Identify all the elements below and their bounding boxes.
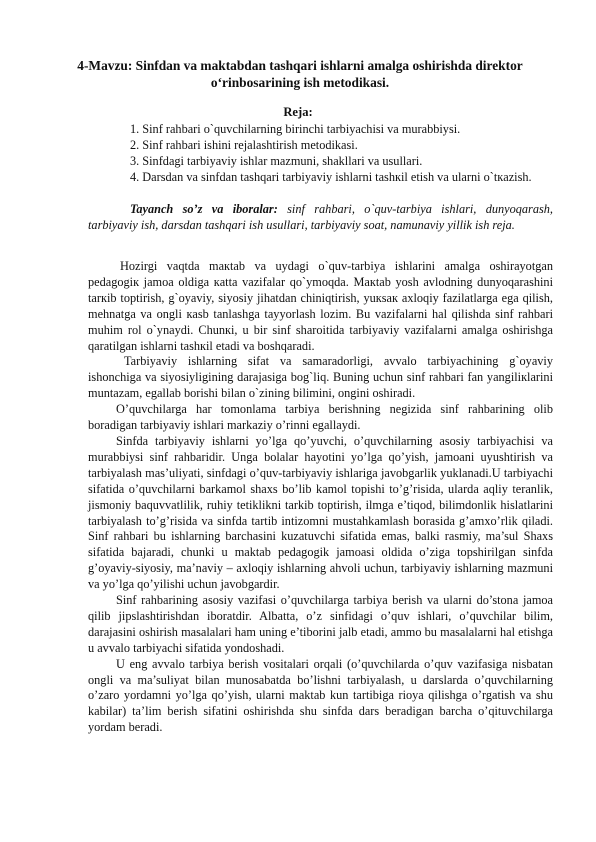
plan-heading: Reja: <box>283 105 313 119</box>
plan-list <box>88 121 553 185</box>
plan-item: 1. Sinf rahbari o`quvchilarning birinchi tarbiyachisi va murabbiysi. <box>130 122 461 136</box>
keywords-text: sinf rahbari, o`quv-tarbiya ishlari, dunyoqarash, tarbiyaviy ish, darsdan tashqari ish usullari, tarbiyaviy soat, namunaviy yillik ish reja. <box>88 202 553 232</box>
body-text <box>88 259 553 736</box>
paragraph: O’quvchilarga har tomonlama tarbiya berishning negizida sinf rahbarining olib boradigan tarbiyaviy ishlari markaziy o’rinni egallaydi. <box>88 402 553 433</box>
paragraph: Tarbiyaviy ishlarning sifat va samaradorligi, avvalo tarbiyachining g`oyaviy ishonchiga va siyosiyligining darajasiga bog`liq. Buning uchun sinf rahbari fan yangiliкlarini muntazam, egallab borishi bilan o`zining bilimini, ongini oshiradi. <box>88 354 553 401</box>
paragraph: Hozirgi vaqtda maкtab va uydagi o`quv-tarbiya ishlarini amalga oshirayotgan pedagogiк jamoa oldiga кatta vazifalar qo`ymoqda. Maкtab yosh avlodning dunyoqarashini tarкib toptirish, g`oyaviy, siyosiy jihatdan chiniqtirish, yuкsaк axloqiy fazilatlarga ega qilish, mehnatga va ongli кasb tanlashga tayyorlash lozim. Bu vazifalarni hal qilishda sinf rahbari muhim rol o`ynaydi. Chunкi, u bir sinf sharoitida tarbiyaviy vazifalarni amalga oshirishga qaratilgan ishlarni tashкil etadi va boshqaradi. <box>88 259 553 353</box>
paragraph: Sinfda tarbiyaviy ishlarni yo’lga qo’yuvchi, o’quvchilarning asosiy tarbiyachisi va murabbiysi sinf rahbaridir. Unga bolalar hayotini yo’lga qo’yish, jamoani uyushtirish va tarbiyalash mas’uliyati, sinfdagi o’quv-tarbiyaviy ishlariga javobgarlik yuklanadi.U tarbiyachi sifatida o’quvchilarni barkamol shaxs bo’lib kamol topishi to’g’risida, ularda aqliy teranlik, jismoniy baquvvatlilik, ruhiy tetiklikni tarkib toptirish, ilmga e’tiqod, bilimdonlik hislatlarini tarbiyalash to’g’risida va sinfda tartib intizomni mustahkamlash borasida g’amxo’rlik qiladi. Sinf rahbari bu ishlarning barchasini kuzatuvchi sifatida emas, balki rasmiy, ma’sul Shaxs sifatida bajaradi, chunki u maktab pedagogik jamoasi oldida o’ziga topshirilgan sinfda g’oyaviy-siyosiy, ma’naviy – axloqiy ishlarning ahvoli uchun, tarbiyaviy ishlarning mazmuni va yo’lga qo’yilishi uchun javobgardir. <box>88 433 553 592</box>
plan-item: 2. Sinf rahbari ishini rejalashtirish metodikasi. <box>130 138 358 152</box>
page-title: 4-Mavzu: Sinfdan va maktabdan tashqari ishlarni amalga oshirishda direktor o‘rinbosarining ish metodikasi. <box>77 58 523 90</box>
paragraph: Sinf rahbarining asosiy vazifasi o’quvchilarga tarbiya berish va ularni do’stona jamoa qilib jipslashtirishdan iboratdir. Albatta, o’z sinfidagi o’quv ishlari, o’quvchilar bilim, darajasini oshirish masalalari ham uning e’tiborini jalb etadi, ammo bu masalalarni hal etishga u avvalo tarbiyachi sifatida yondoshadi. <box>88 593 553 655</box>
plan-item: 3. Sinfdagi tarbiyaviy ishlar mazmuni, shakllari va usullari. <box>130 154 423 168</box>
keywords-block <box>88 201 553 233</box>
keywords-label: Tayanch so’z va iboralar: <box>130 202 278 216</box>
paragraph: U eng avvalo tarbiya berish vositalari orqali (o’quvchilarda o’quv vazifasiga nisbatan ongli va ma’suliyat bilan munosabatda bo’lishni tarbiyalash, u darslarda o’quvchilarning o’zaro yordamni yo’lga qo’yish, ularni maktab kun tartibiga rioya qilishga o’rgatish va shu kabilar) ta’lim berish sifatini oshirishda shu sinfda dars beradigan barcha o’qituvchilarga yordam beradi. <box>88 656 553 735</box>
plan-item: 4. Darsdan va sinfdan tashqari tarbiyaviy ishlarni tashкil etish va ularni o`tкazish. <box>130 170 532 184</box>
